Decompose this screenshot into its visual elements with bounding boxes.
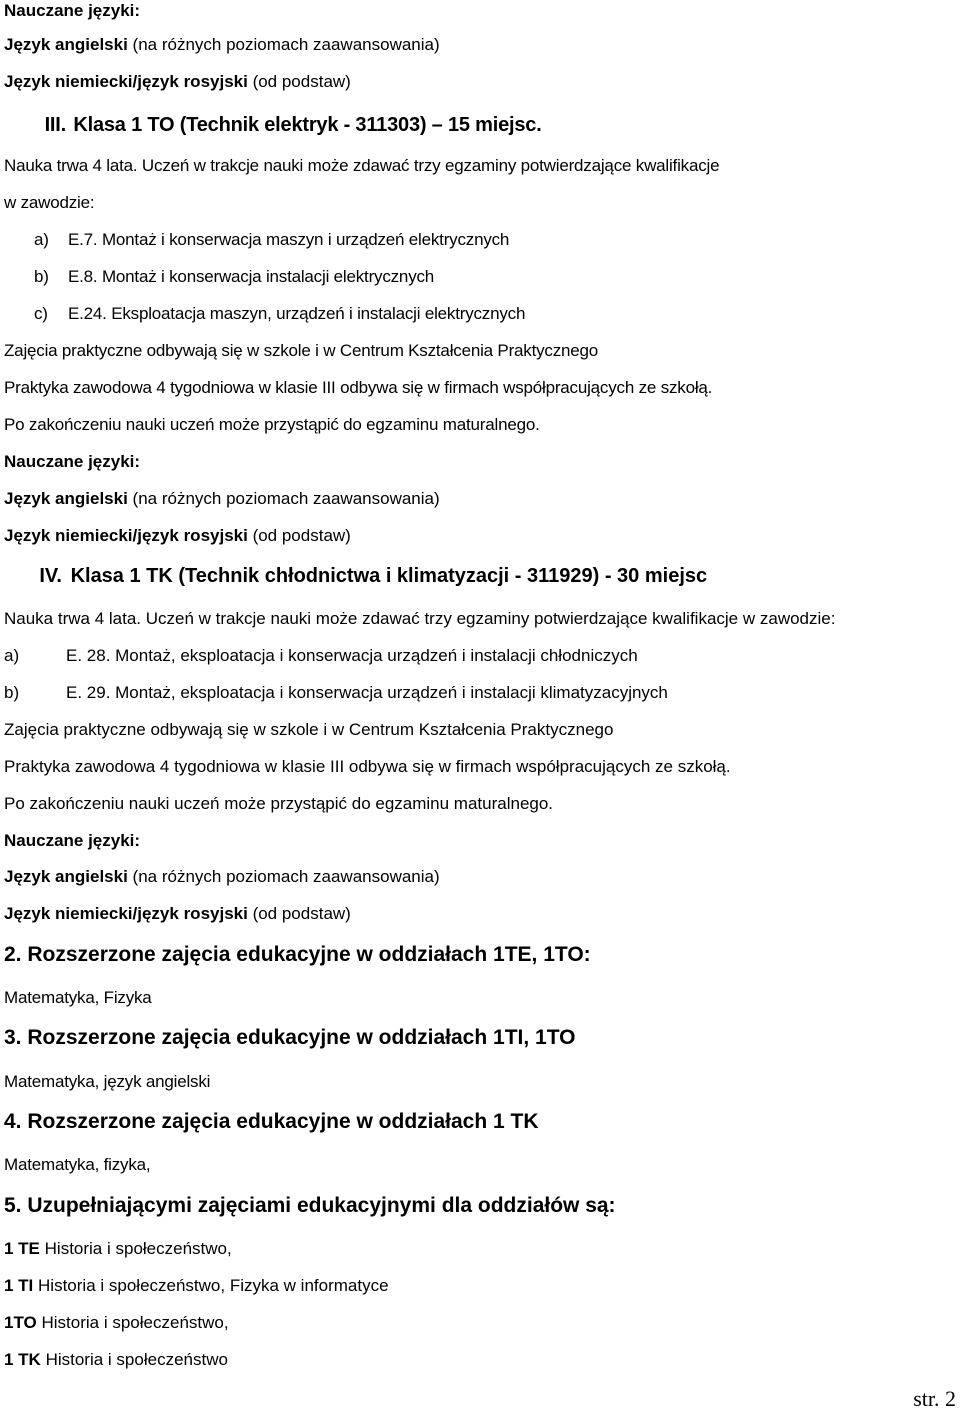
class-subjects: Historia i społeczeństwo,	[41, 1313, 229, 1332]
qualification-text: E.7. Montaż i konserwacja maszyn i urządzeń elektrycznych	[68, 230, 510, 249]
class-subjects: Historia i społeczeństwo,	[44, 1239, 232, 1258]
class-label: 1 TE	[4, 1239, 40, 1258]
language-line	[4, 488, 440, 510]
practical-classes: Zajęcia praktyczne odbywają się w szkole i w Centrum Kształcenia Praktycznego	[4, 720, 614, 739]
language-name: Język angielski	[4, 35, 128, 54]
practical-classes: Zajęcia praktyczne odbywają się w szkole i w Centrum Kształcenia Praktycznego	[4, 341, 599, 360]
matura-info: Po zakończeniu nauki uczeń może przystąpić do egzaminu maturalnego.	[4, 794, 554, 813]
list-marker: c)	[34, 304, 48, 323]
section-intro-cont: w zawodzie:	[4, 193, 95, 212]
class-label: 1TO	[4, 1313, 37, 1332]
qualification-item	[4, 682, 668, 704]
supplementary-row	[4, 1275, 389, 1297]
language-note: (od podstaw)	[252, 526, 351, 545]
extended-subjects: Matematyka, fizyka,	[4, 1155, 151, 1174]
language-note: (od podstaw)	[252, 904, 351, 923]
language-note: (na różnych poziomach zaawansowania)	[132, 35, 440, 54]
page-number: str. 2	[913, 1386, 956, 1411]
extended-subjects: Matematyka, język angielski	[4, 1072, 211, 1091]
language-note: (od podstaw)	[252, 72, 351, 91]
list-marker: b)	[34, 267, 49, 286]
language-line	[4, 525, 351, 547]
supplementary-row	[4, 1349, 228, 1371]
section-roman: IV.	[39, 565, 62, 587]
extended-heading: 4. Rozszerzone zajęcia edukacyjne w oddziałach 1 TK	[4, 1110, 539, 1133]
supplementary-heading: 5. Uzupełniającymi zajęciami edukacyjnymi dla oddziałów są:	[4, 1194, 616, 1217]
language-note: (na różnych poziomach zaawansowania)	[132, 867, 440, 886]
supplementary-row	[4, 1238, 232, 1260]
extended-heading: 3. Rozszerzone zajęcia edukacyjne w oddziałach 1TI, 1TO	[4, 1026, 576, 1049]
internship: Praktyka zawodowa 4 tygodniowa w klasie III odbywa się w firmach współpracujących ze szkołą.	[4, 378, 713, 397]
language-note: (na różnych poziomach zaawansowania)	[132, 489, 440, 508]
internship: Praktyka zawodowa 4 tygodniowa w klasie III odbywa się w firmach współpracujących ze szkołą.	[4, 757, 731, 776]
extended-subjects: Matematyka, Fizyka	[4, 988, 152, 1007]
matura-info: Po zakończeniu nauki uczeń może przystąpić do egzaminu maturalnego.	[4, 415, 540, 434]
qualification-text: E. 28. Montaż, eksploatacja i konserwacja urządzeń i instalacji chłodniczych	[66, 646, 638, 665]
qualification-text: E. 29. Montaż, eksploatacja i konserwacja urządzeń i instalacji klimatyzacyjnych	[66, 683, 668, 702]
language-name: Język angielski	[4, 867, 128, 886]
class-label: 1 TK	[4, 1350, 41, 1369]
list-marker: b)	[4, 683, 20, 702]
languages-heading: Nauczane języki:	[4, 1, 141, 20]
extended-heading: 2. Rozszerzone zajęcia edukacyjne w oddziałach 1TE, 1TO:	[4, 943, 591, 966]
qualification-item	[34, 303, 525, 325]
language-line	[4, 71, 351, 93]
list-marker: a)	[4, 646, 20, 665]
qualification-item	[34, 266, 434, 288]
class-subjects: Historia i społeczeństwo, Fizyka w informatyce	[38, 1276, 389, 1295]
language-name: Język niemiecki/język rosyjski	[4, 526, 248, 545]
list-marker: a)	[34, 230, 49, 249]
languages-heading: Nauczane języki:	[4, 452, 141, 471]
qualification-text: E.8. Montaż i konserwacja instalacji elektrycznych	[68, 267, 435, 286]
section-title: Klasa 1 TK (Technik chłodnictwa i klimatyzacji - 311929) - 30 miejsc	[70, 565, 708, 587]
language-name: Język niemiecki/język rosyjski	[4, 904, 248, 923]
section-heading	[0, 113, 542, 137]
languages-heading: Nauczane języki:	[4, 831, 141, 850]
language-name: Język angielski	[4, 489, 128, 508]
section-intro: Nauka trwa 4 lata. Uczeń w trakcje nauki może zdawać trzy egzaminy potwierdzające kwalifikacje w zawodzie:	[4, 609, 836, 628]
language-line	[4, 866, 440, 888]
supplementary-row	[4, 1312, 229, 1334]
language-line	[4, 34, 440, 56]
language-line	[4, 903, 351, 925]
class-subjects: Historia i społeczeństwo	[45, 1350, 228, 1369]
section-title: Klasa 1 TO (Technik elektryk - 311303) – 15 miejsc.	[73, 114, 542, 136]
qualification-item	[4, 645, 638, 667]
section-roman: III.	[44, 114, 66, 136]
class-label: 1 TI	[4, 1276, 34, 1295]
language-name: Język niemiecki/język rosyjski	[4, 72, 248, 91]
section-intro: Nauka trwa 4 lata. Uczeń w trakcje nauki może zdawać trzy egzaminy potwierdzające kwalifikacje	[4, 156, 720, 175]
qualification-item	[34, 229, 509, 251]
qualification-text: E.24. Eksploatacja maszyn, urządzeń i instalacji elektrycznych	[68, 304, 526, 323]
section-heading	[0, 563, 707, 589]
